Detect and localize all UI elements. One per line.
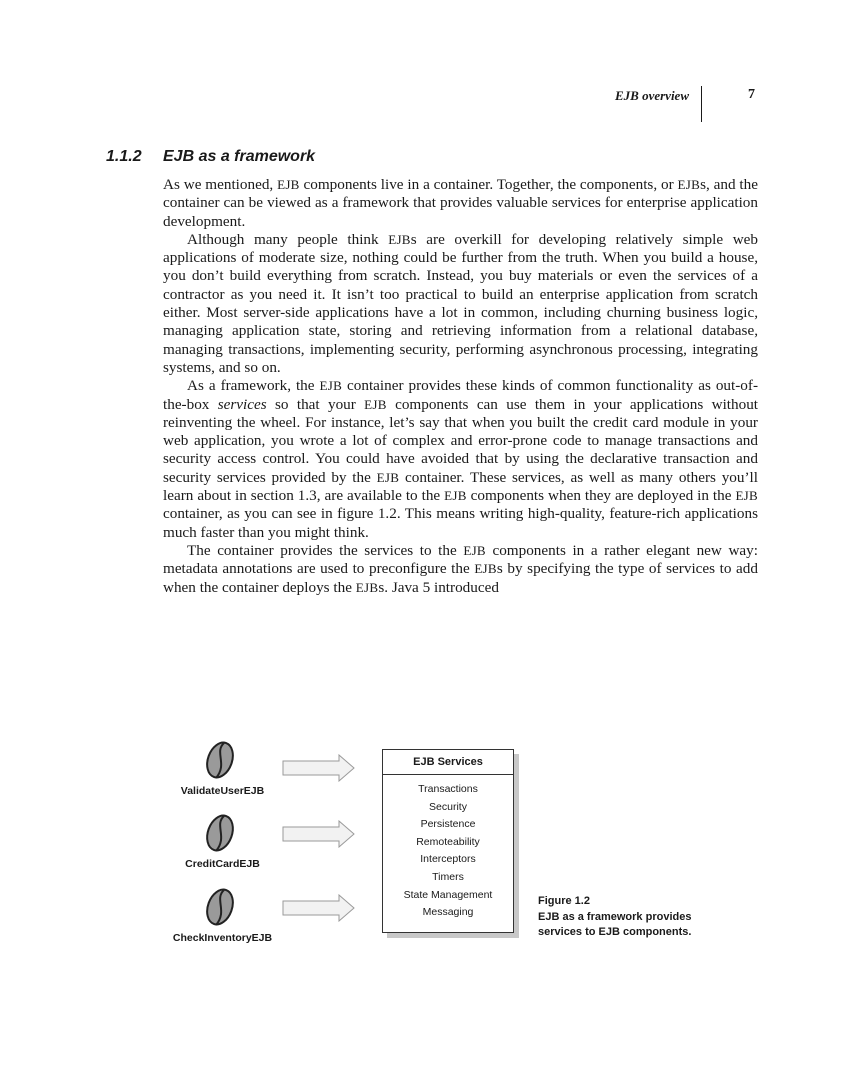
text-run: Although many people think bbox=[187, 230, 389, 248]
section-heading bbox=[106, 148, 315, 166]
paragraph bbox=[163, 377, 758, 542]
coffee-bean-icon bbox=[200, 885, 240, 929]
component-credit-card bbox=[160, 811, 285, 891]
text-run: As we mentioned, bbox=[163, 176, 278, 193]
figure-1-2 bbox=[160, 738, 760, 948]
text-run: s are overkill for developing relatively simple web applications of moderate size, nothing could be further from the truth. When you build a house, you don’t build everything from scratch. Instead, you buy materials or even the services of a contractor as you need it. It isn’t too practical to build an enterprise application from scratch either. Most server-side applications have a lot in common, including churning business logic, managing application state, storing and retrieving information from a relational database, managing transactions, implementing security, performing asynchronous processing, integrating systems, and so on. bbox=[163, 230, 758, 376]
coffee-bean-icon bbox=[200, 738, 240, 782]
text-run: components in a rather elegant new way: metadata annotations are used to preconfigure the bbox=[163, 541, 758, 578]
body-text bbox=[163, 176, 758, 597]
caption-label: Figure 1.2 bbox=[538, 895, 590, 907]
text-run: components can use them in your applications without reinventing the wheel. For instance, let’s say that when you built the credit card module in your web application, you wrote a lot of complex and error-prone code to manage transactions and security access control. You could have avoided that by using the declarative transaction and security services provided by the bbox=[163, 395, 759, 486]
ejb-services-list bbox=[383, 775, 513, 922]
service-item: Messaging bbox=[422, 906, 474, 919]
ejb-services-title: EJB Services bbox=[383, 750, 513, 775]
service-item: Interceptors bbox=[420, 853, 476, 866]
acronym: EJB bbox=[463, 542, 486, 558]
service-item: Timers bbox=[432, 870, 464, 883]
text-run: As a framework, the bbox=[187, 377, 320, 395]
ejb-services-box bbox=[382, 749, 514, 933]
text-run: container provides these kinds of common functionality as out-of-the-box bbox=[163, 377, 758, 413]
service-item: Remoteability bbox=[416, 835, 480, 848]
section-title: EJB as a framework bbox=[163, 148, 316, 165]
text-run: s by specifying the type of services to add when the container deploys the bbox=[163, 560, 758, 596]
component-validate-user bbox=[160, 738, 285, 818]
section-number: 1.1.2 bbox=[106, 148, 142, 165]
emphasis: services bbox=[217, 395, 267, 413]
text-run: so that your bbox=[266, 395, 365, 413]
acronym: EJB bbox=[474, 561, 497, 577]
running-title: EJB overview bbox=[614, 88, 689, 103]
component-label: CreditCardEJB bbox=[185, 858, 260, 870]
text-run: components when they are deployed in the bbox=[466, 487, 736, 505]
caption-line: EJB as a framework provides bbox=[538, 910, 692, 923]
service-item: Transactions bbox=[418, 783, 478, 795]
paragraph bbox=[163, 231, 758, 377]
acronym: EJB bbox=[277, 177, 300, 192]
text-run: The container provides the services to the bbox=[187, 541, 464, 559]
figure-caption bbox=[538, 894, 691, 941]
paragraph bbox=[163, 176, 758, 231]
acronym: EJB bbox=[444, 488, 467, 504]
acronym: EJB bbox=[376, 469, 400, 485]
paragraph bbox=[163, 542, 758, 597]
service-item: Security bbox=[429, 800, 467, 813]
acronym: EJB bbox=[355, 579, 379, 595]
acronym: EJB bbox=[677, 177, 701, 192]
component-label: ValidateUserEJB bbox=[180, 785, 265, 797]
acronym: EJB bbox=[388, 231, 411, 247]
text-run: container, as you can see in figure 1.2. This means writing high-quality, feature-rich applications much faster than you might think. bbox=[163, 505, 758, 541]
running-head bbox=[0, 84, 849, 124]
service-item: Persistence bbox=[420, 818, 476, 831]
page-number: 7 bbox=[748, 87, 755, 102]
text-run: container. These services, as well as many others you’ll learn about in section 1.3, are available to the bbox=[163, 468, 758, 505]
text-run: components live in a container. Together, the components, or bbox=[299, 176, 678, 193]
acronym: EJB bbox=[319, 378, 343, 394]
component-check-inventory bbox=[160, 885, 285, 965]
right-arrow-icon bbox=[282, 894, 356, 922]
acronym: EJB bbox=[364, 396, 387, 412]
right-arrow-icon bbox=[282, 754, 356, 782]
text-run: s. Java 5 introduced bbox=[378, 578, 499, 596]
acronym: EJB bbox=[735, 488, 758, 504]
caption-line: services to EJB components. bbox=[538, 926, 692, 938]
component-label: CheckInventoryEJB bbox=[172, 932, 273, 944]
right-arrow-icon bbox=[282, 820, 356, 848]
header-divider bbox=[701, 86, 702, 122]
service-item: State Management bbox=[403, 888, 493, 901]
coffee-bean-icon bbox=[200, 811, 240, 855]
text-run: s, and the container can be viewed as a framework that provides valuable services for enterprise application development. bbox=[163, 176, 758, 230]
